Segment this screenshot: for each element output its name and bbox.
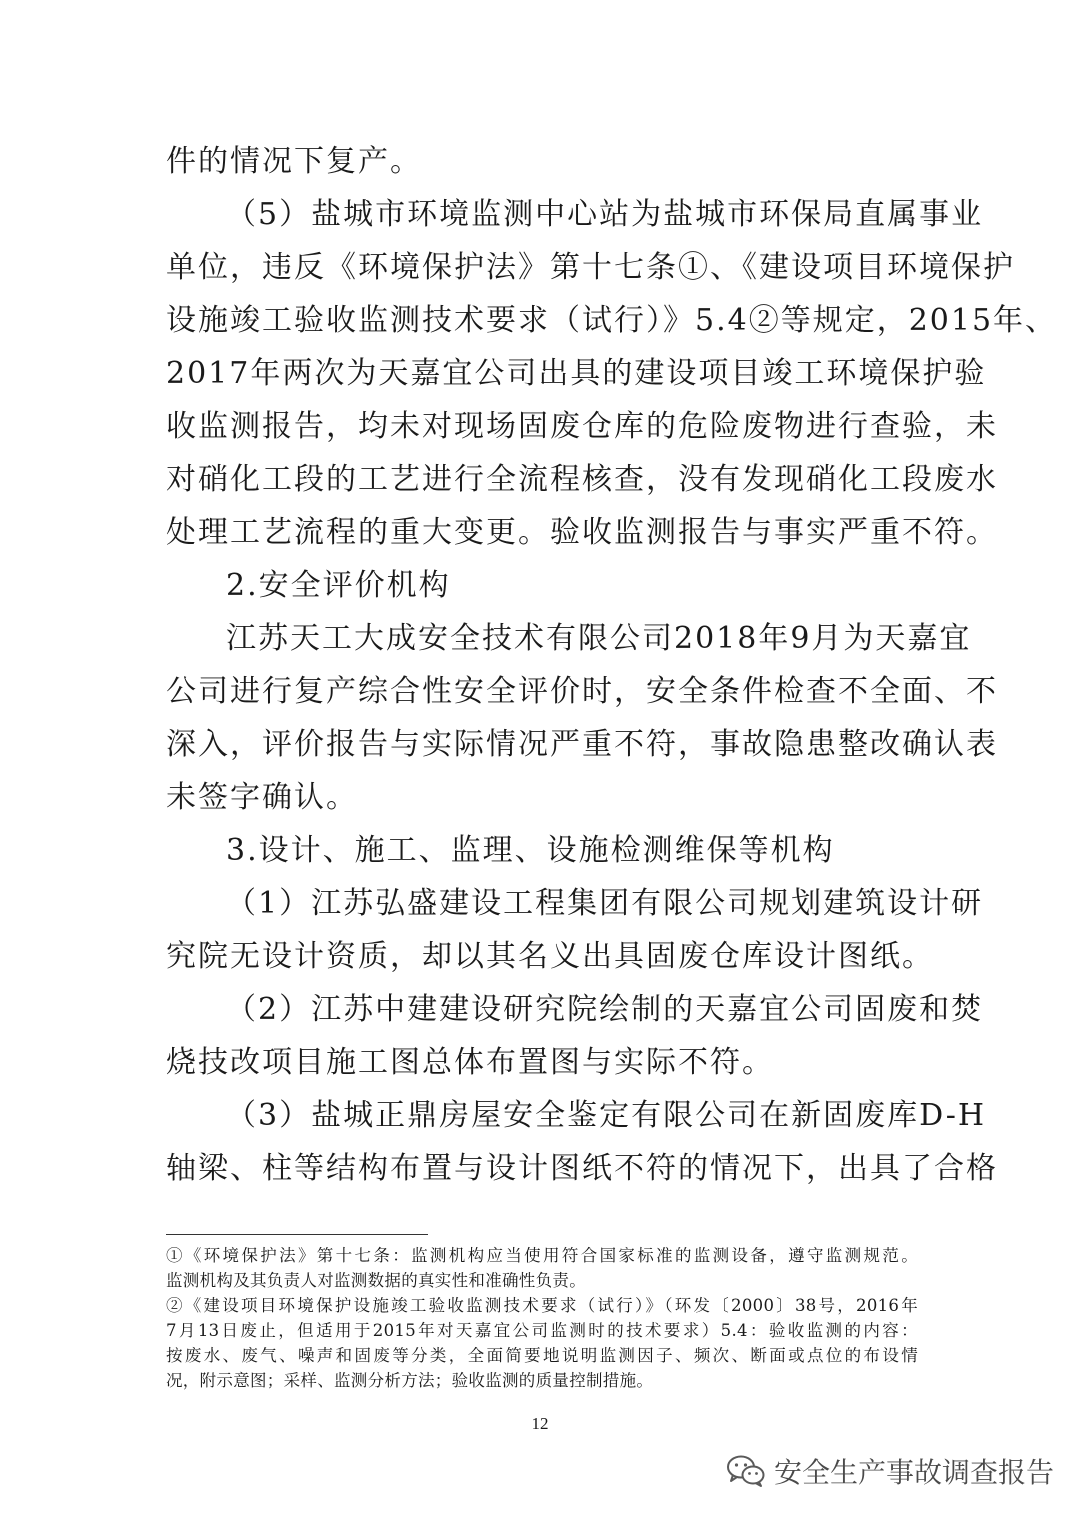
- paragraph-line: 单位，违反《环境保护法》第十七条①、《建设项目环境保护: [166, 250, 1015, 285]
- paragraph-line: 收监测报告，均未对现场固废仓库的危险废物进行查验，未: [166, 409, 998, 444]
- paragraph-line: 烧技改项目施工图总体布置图与实际不符。: [166, 1045, 774, 1080]
- paragraph-line: 对硝化工段的工艺进行全流程核查，没有发现硝化工段废水: [166, 462, 998, 497]
- watermark: [726, 1451, 1054, 1491]
- paragraph-line: 轴梁、柱等结构布置与设计图纸不符的情况下，出具了合格: [166, 1151, 998, 1186]
- paragraph-line: 未签字确认。: [166, 780, 358, 815]
- paragraph-line: 公司进行复产综合性安全评价时，安全条件检查不全面、不: [166, 674, 998, 709]
- footnote-line: ②《建设项目环境保护设施竣工验收监测技术要求（试行）》（环发〔2000〕38号，2016年: [166, 1296, 918, 1315]
- paragraph-line: 设施竣工验收监测技术要求（试行）》5.4②等规定，2015年、: [166, 303, 1058, 338]
- footnote-line: ①《环境保护法》第十七条：监测机构应当使用符合国家标准的监测设备，遵守监测规范。: [166, 1246, 918, 1265]
- section-heading: 3.设计、施工、监理、设施检测维保等机构: [226, 833, 835, 868]
- paragraph-line: （1）江苏弘盛建设工程集团有限公司规划建筑设计研: [226, 886, 984, 921]
- paragraph-line: （2）江苏中建建设研究院绘制的天嘉宜公司固废和焚: [226, 992, 984, 1027]
- paragraph-line: （3）盐城正鼎房屋安全鉴定有限公司在新固废库D-H: [226, 1098, 986, 1133]
- footnote-separator: [166, 1234, 428, 1235]
- paragraph-line: 件的情况下复产。: [166, 144, 422, 179]
- wechat-icon: [726, 1454, 766, 1488]
- footnote-line: 7月13日废止，但适用于2015年对天嘉宜公司监测时的技术要求）5.4：验收监测的内容：: [166, 1321, 918, 1340]
- footnote-line: 按废水、废气、噪声和固废等分类，全面简要地说明监测因子、频次、断面或点位的布设情: [166, 1346, 918, 1365]
- paragraph-line: 深入，评价报告与实际情况严重不符，事故隐患整改确认表: [166, 727, 998, 762]
- watermark-text: 安全生产事故调查报告: [774, 1456, 1055, 1489]
- section-heading: 2.安全评价机构: [226, 568, 451, 603]
- footnote-line: 况，附示意图；采样、监测分析方法；验收监测的质量控制措施。: [166, 1371, 654, 1390]
- paragraph-line: 究院无设计资质，却以其名义出具固废仓库设计图纸。: [166, 939, 934, 974]
- paragraph-line: 处理工艺流程的重大变更。验收监测报告与事实严重不符。: [166, 515, 998, 550]
- paragraph-line: 江苏天工大成安全技术有限公司2018年9月为天嘉宜: [226, 621, 972, 656]
- paragraph-line: 2017年两次为天嘉宜公司出具的建设项目竣工环境保护验: [166, 356, 987, 391]
- page-number: 12: [531, 1414, 549, 1433]
- paragraph-line: （5）盐城市环境监测中心站为盐城市环保局直属事业: [226, 197, 984, 232]
- body-text: [166, 135, 1058, 1195]
- footnotes: [166, 1243, 918, 1393]
- footnote-line: 监测机构及其负责人对监测数据的真实性和准确性负责。: [166, 1271, 586, 1290]
